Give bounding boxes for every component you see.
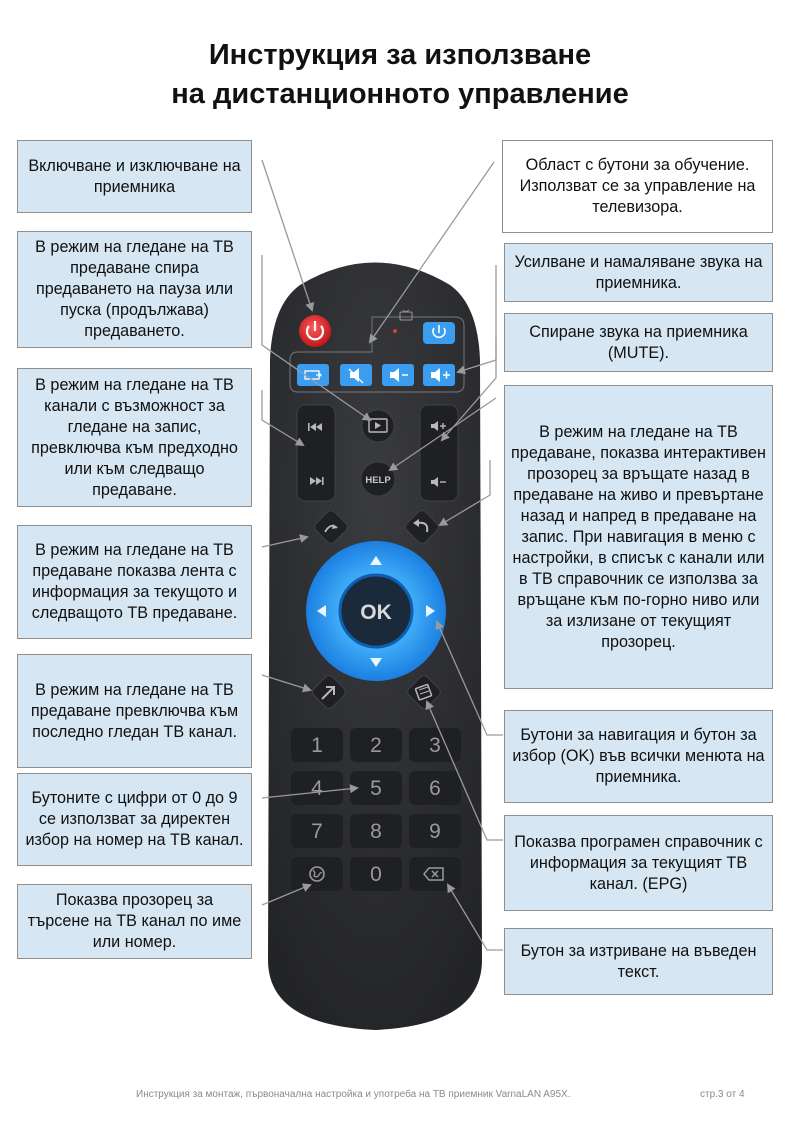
footer-page-number: стр.3 от 4 (700, 1089, 745, 1100)
callout-learn-text: Област с бутони за обучение. Използват се за управление на телевизора. (519, 156, 756, 216)
callout-last (17, 654, 252, 768)
page-title-line1: Инструкция за използване (208, 39, 592, 71)
callout-power-text: Включване и изключване на приемника (28, 156, 241, 196)
search-key[interactable] (291, 857, 343, 891)
help-button[interactable] (361, 462, 395, 496)
digit-label-0: 0 (370, 863, 382, 886)
digit-label-3: 3 (429, 734, 441, 757)
digit-label-7: 7 (311, 820, 323, 843)
callout-back-text: В режим на гледане на ТВ предаване, показва интерактивен прозорец за връщате назад в предаване на живо и превъртане назад и напред в предаване на запис. При навигация в меню с настройки, в списък с канали или в ТВ справочник се използва за връщане към по-горно ниво или за излизане от текущият прозорец. (511, 422, 766, 651)
indicator-led (393, 329, 397, 333)
callout-power (17, 140, 252, 213)
digit-label-9: 9 (429, 820, 441, 843)
leader-power (262, 160, 312, 310)
digit-label-8: 8 (370, 820, 382, 843)
callout-search-text: Показва прозорец за търсене на ТВ канал по име или номер. (27, 891, 242, 951)
skip-rocker (297, 405, 335, 501)
tv-input-button[interactable] (297, 364, 329, 386)
callout-learn (502, 140, 773, 233)
callout-mute-text: Спиране звука на приемника (MUTE). (529, 322, 748, 362)
callout-epg-text: Показва програмен справочник с информация за текущият ТВ канал. (EPG) (514, 832, 763, 893)
callout-volume-text: Усилване и намаляване звука на приемника. (514, 252, 763, 292)
ok-button[interactable]: OK (360, 601, 392, 624)
callout-back (504, 385, 773, 689)
callout-nav (504, 710, 773, 803)
volume-rocker (420, 405, 458, 501)
power-button[interactable] (299, 315, 331, 347)
callout-search (17, 884, 252, 959)
callout-nav-text: Бутони за навигация и бутон за избор (OK) във всички менюта на приемника. (512, 726, 765, 786)
callout-pause-text: В режим на гледане на ТВ предаване спира предаването на пауза или пуска (продължава) предаването. (35, 238, 234, 340)
callout-digits-text: Бутоните с цифри от 0 до 9 се използват за директен избор на номер на ТВ канал. (25, 789, 244, 849)
callout-delete-text: Бутон за изтриване на въведен текст. (520, 941, 757, 981)
callout-digits (17, 773, 252, 866)
tv-volume-down-button[interactable] (382, 364, 414, 386)
help-label: HELP (365, 475, 391, 486)
callout-skip-text: В режим на гледане на ТВ канали с възможност за гледане на запис, превключва към предходно или към следващо предаване. (31, 375, 238, 499)
tv-mute-button[interactable] (340, 364, 372, 386)
callout-info (17, 525, 252, 639)
callout-epg (504, 815, 773, 911)
callout-pause (17, 231, 252, 348)
play-pause-button[interactable] (362, 410, 394, 442)
tv-power-button[interactable] (423, 322, 455, 344)
callout-mute (504, 313, 773, 372)
digit-label-1: 1 (311, 734, 323, 757)
digit-label-2: 2 (370, 734, 382, 757)
callout-volume (504, 243, 773, 302)
callout-delete (504, 928, 773, 995)
digit-label-5: 5 (370, 777, 382, 800)
digit-label-4: 4 (311, 777, 323, 800)
callout-last-text: В режим на гледане на ТВ предаване превключва към последно гледан ТВ канал. (30, 680, 239, 741)
digit-label-6: 6 (429, 777, 441, 800)
footer-text: Инструкция за монтаж, първоначална настройка и употреба на ТВ приемник VarnaLAN A95X. (136, 1089, 571, 1100)
tv-volume-up-button[interactable] (423, 364, 455, 386)
callout-info-text: В режим на гледане на ТВ предаване показва лента с информация за текущото и следващото ТВ предаване. (31, 541, 238, 622)
page-title-line2: на дистанционното управление (171, 78, 629, 110)
callout-skip (17, 368, 252, 507)
